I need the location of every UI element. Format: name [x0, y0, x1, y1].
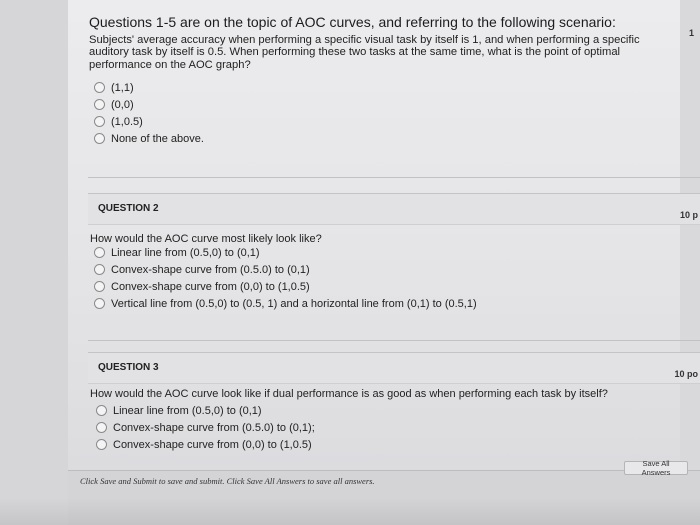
question-2-title: QUESTION 2: [98, 203, 159, 214]
choice-label: None of the above.: [111, 132, 204, 145]
bottom-shadow: [0, 498, 700, 525]
choice-label: (1,0.5): [111, 115, 143, 128]
question-1-choices: [94, 79, 204, 147]
radio-button-icon[interactable]: [94, 264, 105, 275]
scenario-line-2: auditory task by itself is 0.5. When performing these two tasks at the same time, what is the point of optimal: [89, 46, 621, 59]
q1-choice-4[interactable]: [94, 130, 204, 147]
choice-label: Linear line from (0.5,0) to (0,1): [111, 246, 260, 259]
radio-button-icon[interactable]: [94, 247, 105, 258]
choice-label: Convex-shape curve from (0.5.0) to (0,1): [111, 263, 310, 276]
question-2-points: 10 p: [679, 210, 698, 220]
question-3-title: QUESTION 3: [98, 362, 159, 373]
divider: [88, 340, 700, 341]
question-3-choices: [96, 402, 315, 453]
question-3-points: 10 po: [674, 369, 698, 379]
radio-button-icon[interactable]: [94, 298, 105, 309]
q1-choice-3[interactable]: [94, 113, 204, 130]
right-strip: [680, 0, 700, 470]
radio-button-icon[interactable]: [94, 281, 105, 292]
q2-choice-2[interactable]: [94, 261, 477, 278]
left-gutter: [0, 0, 68, 525]
question-3-text: How would the AOC curve look like if dual performance is as good as when performing each task by itself?: [90, 388, 608, 400]
save-all-answers-button[interactable]: Save All Answers: [624, 461, 688, 475]
choice-label: Vertical line from (0.5,0) to (0.5, 1) and a horizontal line from (0,1) to (0.5,1): [111, 297, 477, 310]
q2-choice-1[interactable]: [94, 244, 477, 261]
choice-label: Convex-shape curve from (0.5.0) to (0,1);: [113, 421, 315, 434]
topic-heading: Questions 1-5 are on the topic of AOC curves, and referring to the following scenario:: [89, 14, 616, 30]
choice-label: Linear line from (0.5,0) to (0,1): [113, 404, 262, 417]
question-1-intro: [89, 14, 669, 71]
footer-instructions: Click Save and Submit to save and submit. Click Save All Answers to save all answers.: [80, 476, 375, 486]
scenario-line-3: performance on the AOC graph?: [89, 58, 251, 71]
choice-label: (0,0): [111, 98, 134, 111]
q1-choice-1[interactable]: [94, 79, 204, 96]
choice-label: (1,1): [111, 81, 134, 94]
choice-label: Convex-shape curve from (0,0) to (1,0.5): [113, 438, 312, 451]
divider: [88, 177, 700, 178]
scenario-line-1: Subjects' average accuracy when performing a specific visual task by itself is 1, and when performing a specific: [89, 34, 640, 46]
question-2-choices: [94, 244, 477, 312]
radio-button-icon[interactable]: [96, 422, 107, 433]
scenario-text: [89, 34, 669, 71]
question-2-header: [88, 193, 700, 225]
radio-button-icon[interactable]: [96, 405, 107, 416]
choice-label: Convex-shape curve from (0,0) to (1,0.5): [111, 280, 310, 293]
page-corner-number: 1: [688, 28, 694, 38]
q3-choice-2[interactable]: [96, 419, 315, 436]
q2-choice-4[interactable]: [94, 295, 477, 312]
radio-button-icon[interactable]: [94, 82, 105, 93]
radio-button-icon[interactable]: [94, 99, 105, 110]
radio-button-icon[interactable]: [94, 133, 105, 144]
question-3-header: [88, 352, 700, 384]
q2-choice-3[interactable]: [94, 278, 477, 295]
q3-choice-1[interactable]: [96, 402, 315, 419]
q3-choice-3[interactable]: [96, 436, 315, 453]
radio-button-icon[interactable]: [96, 439, 107, 450]
radio-button-icon[interactable]: [94, 116, 105, 127]
question-2-text: How would the AOC curve most likely look like?: [90, 233, 322, 245]
q1-choice-2[interactable]: [94, 96, 204, 113]
